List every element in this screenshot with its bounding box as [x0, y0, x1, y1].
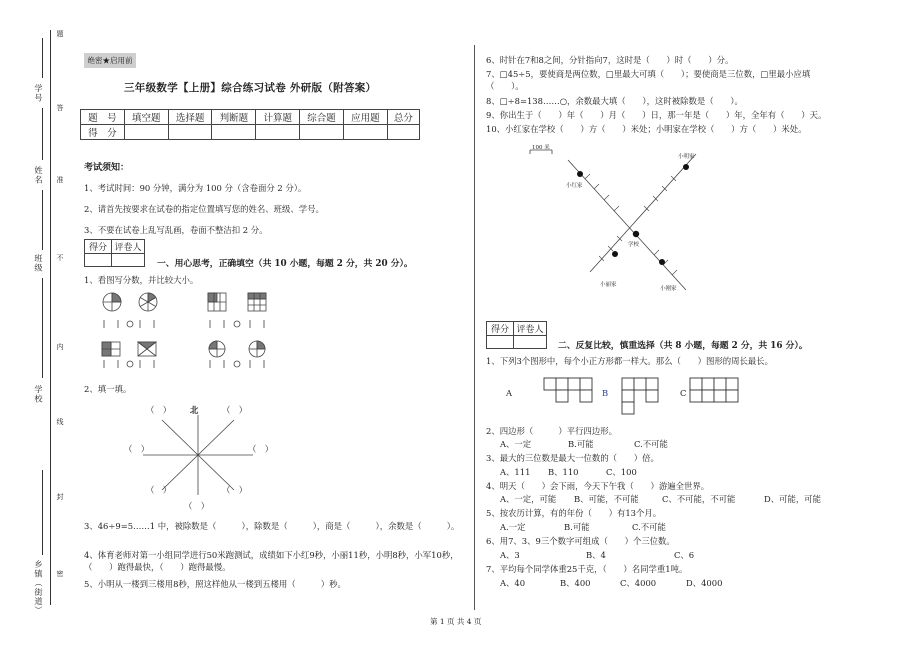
score-cell [168, 125, 212, 140]
map-label-xiaohong: 小红家 [566, 183, 583, 189]
page-footer: 第 1 页 共 4 页 [430, 617, 482, 626]
town-label: 乡镇（街道） [34, 560, 44, 616]
section1-heading: 一、用心思考，正确填空（共 10 小题，每题 2 分，共 20 分）。 [157, 259, 413, 269]
compass-blank-sw: （ ） [146, 485, 172, 495]
question-5: 5、小明从一楼到三楼用8秒，照这样他从一楼到五楼用（ ）秒。 [84, 579, 346, 589]
option: B、110 [548, 467, 579, 477]
question-7-line2: （ ）。 [486, 81, 524, 91]
school-label: 学校 [34, 385, 44, 404]
score-header: 计算题 [256, 110, 300, 125]
grader-score-cell [85, 254, 112, 267]
option: C.不可能 [634, 439, 668, 449]
score-cell [387, 125, 419, 140]
question-6: 6、时针在7和8之间，分针指向7，这时是（ ）时（ ）分。 [486, 55, 734, 65]
option: B.可能 [564, 522, 590, 532]
s2-question-5: 5、按农历计算，有的年份（ ）有13个月。 [486, 508, 662, 518]
score-cell [300, 125, 344, 140]
grader-reviewer-cell [514, 336, 547, 349]
section2-heading: 二、反复比较，慎重选择（共 8 小题，每题 2 分，共 16 分）。 [558, 341, 808, 351]
option: C、不可能，不可能 [662, 494, 736, 504]
grader-reviewer-label: 评卷人 [112, 240, 145, 254]
secret-stamp: 绝密★启用前 [84, 53, 136, 68]
marker-school [633, 231, 639, 237]
notice-item: 1、考试时间：90 分钟，满分为 100 分（含卷面分 2 分）。 [84, 183, 307, 193]
shape-label-b: B [602, 388, 609, 398]
option: A.一定 [500, 522, 526, 532]
map-scale: 100 米 [532, 145, 550, 151]
class-label: 班级 [34, 254, 44, 273]
score-header: 总分 [387, 110, 419, 125]
option: A、40 [500, 578, 526, 588]
score-table [80, 109, 420, 140]
compass-blank-se: （ ） [222, 485, 248, 495]
page-title: 三年级数学【上册】综合练习试卷 外研版（附答案） [124, 82, 377, 94]
seal-char: 封 [56, 493, 64, 501]
s2-question-6: 6、用7、3、9三个数字可组成（ ）个三位数。 [486, 536, 675, 546]
grader-score-label: 得分 [487, 322, 514, 336]
school-underline [42, 278, 43, 378]
option: B、可能，不可能 [574, 494, 639, 504]
student-id-label: 学号 [34, 84, 44, 103]
score-header: 应用题 [343, 110, 387, 125]
school-map [528, 142, 728, 294]
town-underline [42, 470, 43, 555]
question-9: 9、你出生于（ ）年（ ）月（ ）日，那一年是（ ）年，全年有（ ）天。 [486, 110, 827, 120]
option: C、6 [674, 550, 695, 560]
question-7-line1: 7、□45÷5，要使商是两位数，□里最大可填（ ）；要使商是三位数，□里最小应填 [486, 69, 811, 79]
notice-item: 2、请首先按要求在试卷的指定位置填写您的姓名、班级、学号。 [84, 204, 324, 214]
option: C、4000 [620, 578, 657, 588]
question-8: 8、□÷8=138……○，余数最大填（ ），这时被除数是（ ）。 [486, 96, 743, 106]
score-cell [256, 125, 300, 140]
seal-char: 不 [56, 254, 64, 262]
map-label-school: 学校 [628, 242, 640, 248]
option: D、可能，可能 [764, 494, 821, 504]
score-header: 综合题 [300, 110, 344, 125]
option: B、4 [586, 550, 606, 560]
seal-char: 线 [56, 418, 64, 426]
map-label-xiaogang: 小刚家 [660, 286, 677, 292]
score-header: 判断题 [212, 110, 256, 125]
class-underline [42, 190, 43, 250]
compass-blank-s: （ ） [184, 501, 210, 511]
grader-reviewer-cell [112, 254, 145, 267]
s2-question-7: 7、平均每个同学体重25千克，（ ）名同学重1吨。 [486, 564, 688, 574]
question-3: 3、46÷9=5……1 中，被除数是（ ），除数是（ ），商是（ ），余数是（ ）。 [84, 521, 460, 531]
s2-question-3: 3、最大的三位数是最大一位数的（ ）倍。 [486, 453, 659, 463]
s2-question-1: 1、下列3个图形中，每个小正方形都一样大。那么（ ）图形的周长最长。 [486, 356, 774, 366]
option: A、111 [500, 467, 531, 477]
score-cell [343, 125, 387, 140]
question-10: 10、小红家在学校（ ）方（ ）米处；小明家在学校（ ）方（ ）米处。 [486, 124, 807, 134]
compass-blank-e: （ ） [248, 444, 274, 454]
marker-xiaogang-home [659, 259, 665, 265]
fraction-figures [96, 290, 276, 370]
seal-char: 准 [56, 176, 64, 184]
question-4-line2: （ ）跑得最快，（ ）跑得最慢。 [84, 562, 231, 572]
option: C、100 [606, 467, 637, 477]
question-4-line1: 4、体育老师对第一小组同学进行50米跑测试，成绩如下小红9秒，小丽11秒，小明8秒，小军10秒， [84, 550, 459, 560]
seal-char: 题 [56, 30, 64, 38]
question-1: 1、看图写分数，并比较大小。 [84, 275, 199, 285]
notice-item: 3、不要在试卷上乱写乱画，卷面不整洁扣 2 分。 [84, 225, 268, 235]
compass-north: 北 [190, 405, 199, 415]
name-underline [42, 108, 43, 160]
notice-heading: 考试须知： [84, 163, 130, 173]
seal-char: 内 [56, 343, 64, 351]
score-cell [124, 125, 168, 140]
shape-label-a: A [506, 388, 513, 398]
option: A、一定，可能 [500, 494, 557, 504]
option: B、400 [560, 578, 591, 588]
s2-question-2: 2、四边形（ ）平行四边形。 [486, 426, 617, 436]
option: A、一定 [500, 439, 532, 449]
score-header: 填空题 [124, 110, 168, 125]
marker-xiaohong-home [577, 171, 583, 177]
seal-char: 密 [56, 570, 64, 578]
question-2: 2、填一填。 [84, 384, 132, 394]
map-label-xiaoming: 小明家 [678, 154, 695, 160]
grader-box-2 [486, 321, 547, 349]
name-label: 姓名 [34, 166, 44, 185]
seal-char: 答 [56, 104, 64, 112]
binding-line [50, 30, 51, 605]
score-cell [212, 125, 256, 140]
s2-question-4: 4、明天（ ）会下雨，今天下午我（ ）游遍全世界。 [486, 481, 710, 491]
score-header: 选择题 [168, 110, 212, 125]
compass-blank-w: （ ） [124, 444, 150, 454]
option: C.不可能 [632, 522, 666, 532]
compass-blank-nw: （ ） [146, 405, 172, 415]
grader-score-cell [487, 336, 514, 349]
column-divider [474, 45, 475, 610]
marker-xiaoli-home [612, 251, 618, 257]
option: A、3 [500, 550, 520, 560]
grader-score-label: 得分 [85, 240, 112, 254]
square-shapes [540, 374, 750, 416]
option: B.可能 [568, 439, 594, 449]
compass-blank-ne: （ ） [222, 405, 248, 415]
grader-box-1 [84, 239, 145, 267]
map-label-xiaoli: 小丽家 [600, 282, 617, 288]
shape-label-c: C [680, 388, 687, 398]
grader-reviewer-label: 评卷人 [514, 322, 547, 336]
marker-xiaoming-home [683, 164, 689, 170]
student-id-underline [42, 38, 43, 78]
score-label: 得 分 [81, 125, 125, 140]
score-header: 题 号 [81, 110, 125, 125]
option: D、4000 [686, 578, 723, 588]
